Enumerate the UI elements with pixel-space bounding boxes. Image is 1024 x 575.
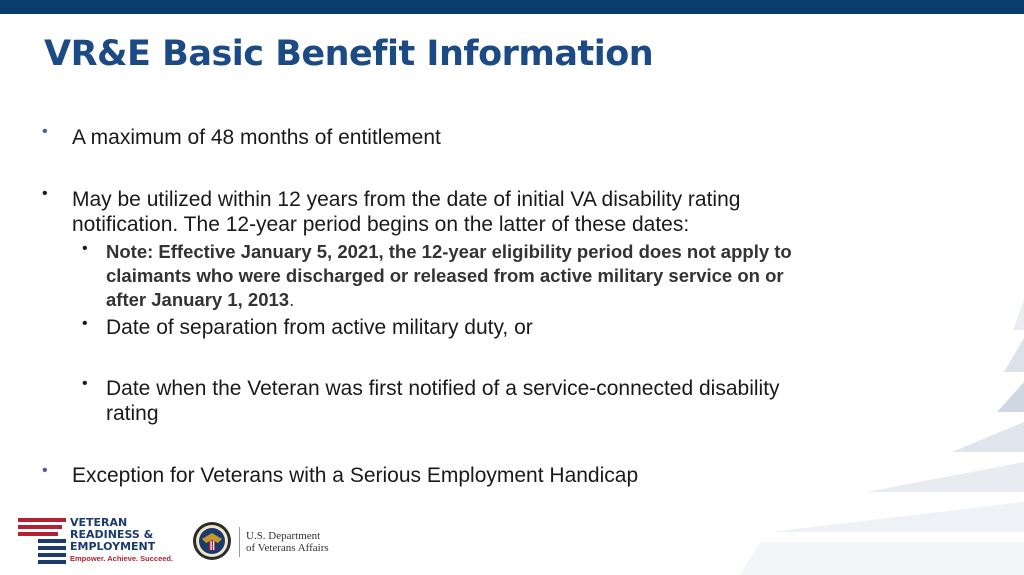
sub-bullet-notified-line1: Date when the Veteran was first notified of a service-connected disability: [106, 377, 780, 400]
vre-logo-line: READINESS &: [70, 528, 154, 541]
bullet-marker: •: [42, 462, 48, 479]
sub-bullet-marker: •: [82, 315, 88, 332]
sub-bullet-marker: •: [82, 240, 88, 257]
va-seal-icon: [192, 521, 232, 561]
vre-logo-line: VETERAN: [70, 516, 128, 529]
note-period: .: [289, 289, 295, 310]
sub-bullet-notified-line2: rating: [106, 402, 159, 425]
top-bar: [0, 0, 1024, 14]
bullet-entitlement: A maximum of 48 months of entitlement: [72, 126, 441, 149]
bullet-marker: •: [42, 123, 48, 140]
sub-bullet-separation: Date of separation from active military duty, or: [106, 316, 533, 339]
note-line: claimants who were discharged or released from active military service on or: [106, 265, 784, 286]
vre-logo-line: EMPLOYMENT: [70, 540, 156, 553]
vre-tagline: Empower. Achieve. Succeed.: [70, 554, 174, 563]
slide-title: VR&E Basic Benefit Information: [44, 34, 654, 74]
bullet-exception: Exception for Veterans with a Serious Employment Handicap: [72, 464, 639, 487]
bullet-marker: •: [42, 185, 48, 202]
note-line: after January 1, 2013: [106, 289, 290, 310]
note-effective-date: [106, 240, 916, 312]
footer-divider: [239, 527, 240, 557]
note-line: Note: Effective January 5, 2021, the 12-year eligibility period does not apply to: [106, 241, 792, 262]
vre-logo-text: [70, 517, 155, 553]
bullet-twelve-years-line2: notification. The 12-year period begins on the latter of these dates:: [72, 213, 690, 236]
dept-line: U.S. Department: [246, 530, 321, 542]
va-department-text: [246, 530, 329, 554]
dept-line: of Veterans Affairs: [246, 542, 329, 554]
bullet-twelve-years-line1: May be utilized within 12 years from the date of initial VA disability rating: [72, 188, 741, 211]
sub-bullet-marker: •: [82, 375, 88, 392]
